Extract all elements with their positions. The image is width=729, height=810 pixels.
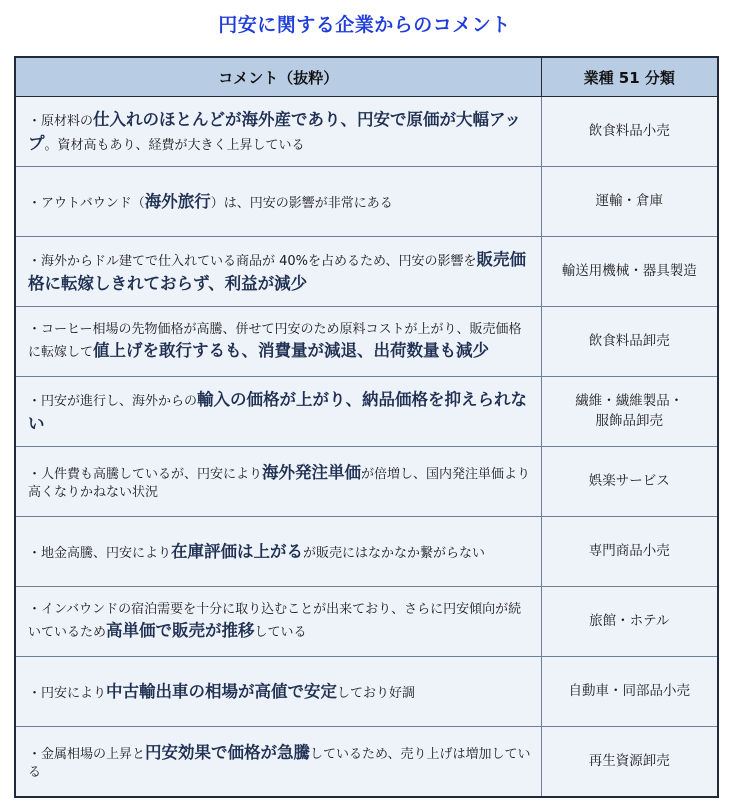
comment-emphasis: 海外発注単価 [262, 462, 362, 482]
comment-text: 。資材高もあり、経費が大きく上昇している [44, 137, 305, 153]
comment-cell [15, 307, 541, 377]
industry-cell [541, 727, 718, 798]
industry-cell [541, 307, 718, 377]
comment-emphasis: 在庫評価は上がる [171, 541, 304, 561]
comment-cell [15, 237, 541, 307]
comment-emphasis: 値上げを敢行するも、消費量が減退、出荷数量も減少 [93, 341, 490, 360]
comments-table [14, 56, 719, 798]
table-row [15, 447, 718, 517]
table-row [15, 727, 718, 798]
comment-cell [15, 587, 541, 657]
industry-cell [541, 517, 718, 587]
table-row [15, 97, 718, 167]
comment-text: している [254, 625, 307, 640]
industry-label: 自動車・同部品小売 [568, 682, 690, 699]
industry-cell [541, 587, 718, 657]
table-row [15, 237, 718, 307]
industry-cell [541, 237, 718, 307]
table-body [15, 97, 718, 798]
industry-label: 娯楽サービス [588, 472, 670, 489]
comment-text: ・インバウンドの宿泊需要を十分に取り込むことが出来ており、さらに円安傾向が続いているため [28, 601, 522, 640]
comment-emphasis: 中古輸出車の相場が高値で安定 [106, 681, 338, 701]
comment-cell [15, 167, 541, 237]
comment-text: ・円安が進行し、海外からの [28, 394, 198, 410]
industry-cell [541, 377, 718, 447]
comment-cell [15, 657, 541, 727]
comment-text: ・地金高騰、円安により [28, 545, 172, 561]
industry-label: 旅館・ホテル [589, 612, 670, 629]
table-row [15, 587, 718, 657]
industry-label: 輸送用機械・器具製造 [561, 262, 697, 279]
comment-text: が販売にはなかなか繋がらない [303, 545, 486, 561]
table-row [15, 167, 718, 237]
comment-cell [15, 447, 541, 517]
comment-emphasis: 高単価で販売が推移 [106, 621, 255, 640]
comment-text: ）は、円安の影響が非常にある [210, 195, 393, 211]
comment-text: ・コーヒー相場の先物価格が高騰、併せて円安のため原料コストが上がり、販売価格に転嫁して [28, 321, 522, 360]
page-title: 円安に関する企業からのコメント [218, 14, 511, 36]
comment-text: ・円安により [28, 685, 107, 701]
industry-label: 運輸・倉庫 [595, 192, 663, 209]
comment-cell [15, 377, 541, 447]
comment-emphasis: 仕入れのほとんどが海外産であり、円安で原価が大幅アップ [28, 110, 521, 153]
industry-cell [541, 447, 718, 517]
table-row [15, 517, 718, 587]
table-row [15, 307, 718, 377]
industry-label: 服飾品卸売 [595, 412, 663, 429]
header-comment: コメント（抜粋） [15, 57, 541, 97]
comment-text: ・原材料の [28, 114, 94, 130]
comment-text: ・海外からドル建てで仕入れている商品が 40%を占めるため、円安の影響を [28, 254, 477, 270]
comment-cell [15, 97, 541, 167]
comment-text: ・アウトバウンド（ [28, 195, 145, 211]
table-header-row [15, 57, 718, 97]
industry-label: 飲食料品小売 [588, 122, 670, 139]
comment-text: しており好調 [337, 685, 416, 701]
industry-label: 飲食料品卸売 [588, 332, 670, 349]
comment-cell [15, 517, 541, 587]
table-row [15, 377, 718, 447]
industry-cell [541, 97, 718, 167]
comment-emphasis: 海外旅行 [144, 191, 211, 211]
comment-text: ・人件費も高騰しているが、円安により [28, 466, 263, 482]
comment-emphasis: 円安効果で価格が急騰 [145, 742, 311, 762]
industry-cell [541, 657, 718, 727]
industry-label: 繊維・繊維製品・ [575, 392, 684, 409]
comment-text: しているため、売り上げは増加している [28, 746, 531, 780]
industry-label: 再生資源卸売 [588, 752, 670, 769]
comment-cell [15, 727, 541, 798]
industry-cell [541, 167, 718, 237]
table-row [15, 657, 718, 727]
comment-emphasis: 輸入の価格が上がり、納品価格を抑えられない [28, 390, 528, 433]
industry-label: 専門商品小売 [588, 542, 670, 559]
comment-text: が倍増し、国内発注単価より高くなりかねない状況 [28, 466, 531, 500]
comment-text: ・金属相場の上昇と [28, 746, 146, 762]
comment-emphasis: 販売価格に転嫁しきれておらず、利益が減少 [28, 250, 527, 293]
header-industry: 業種 51 分類 [541, 57, 718, 97]
